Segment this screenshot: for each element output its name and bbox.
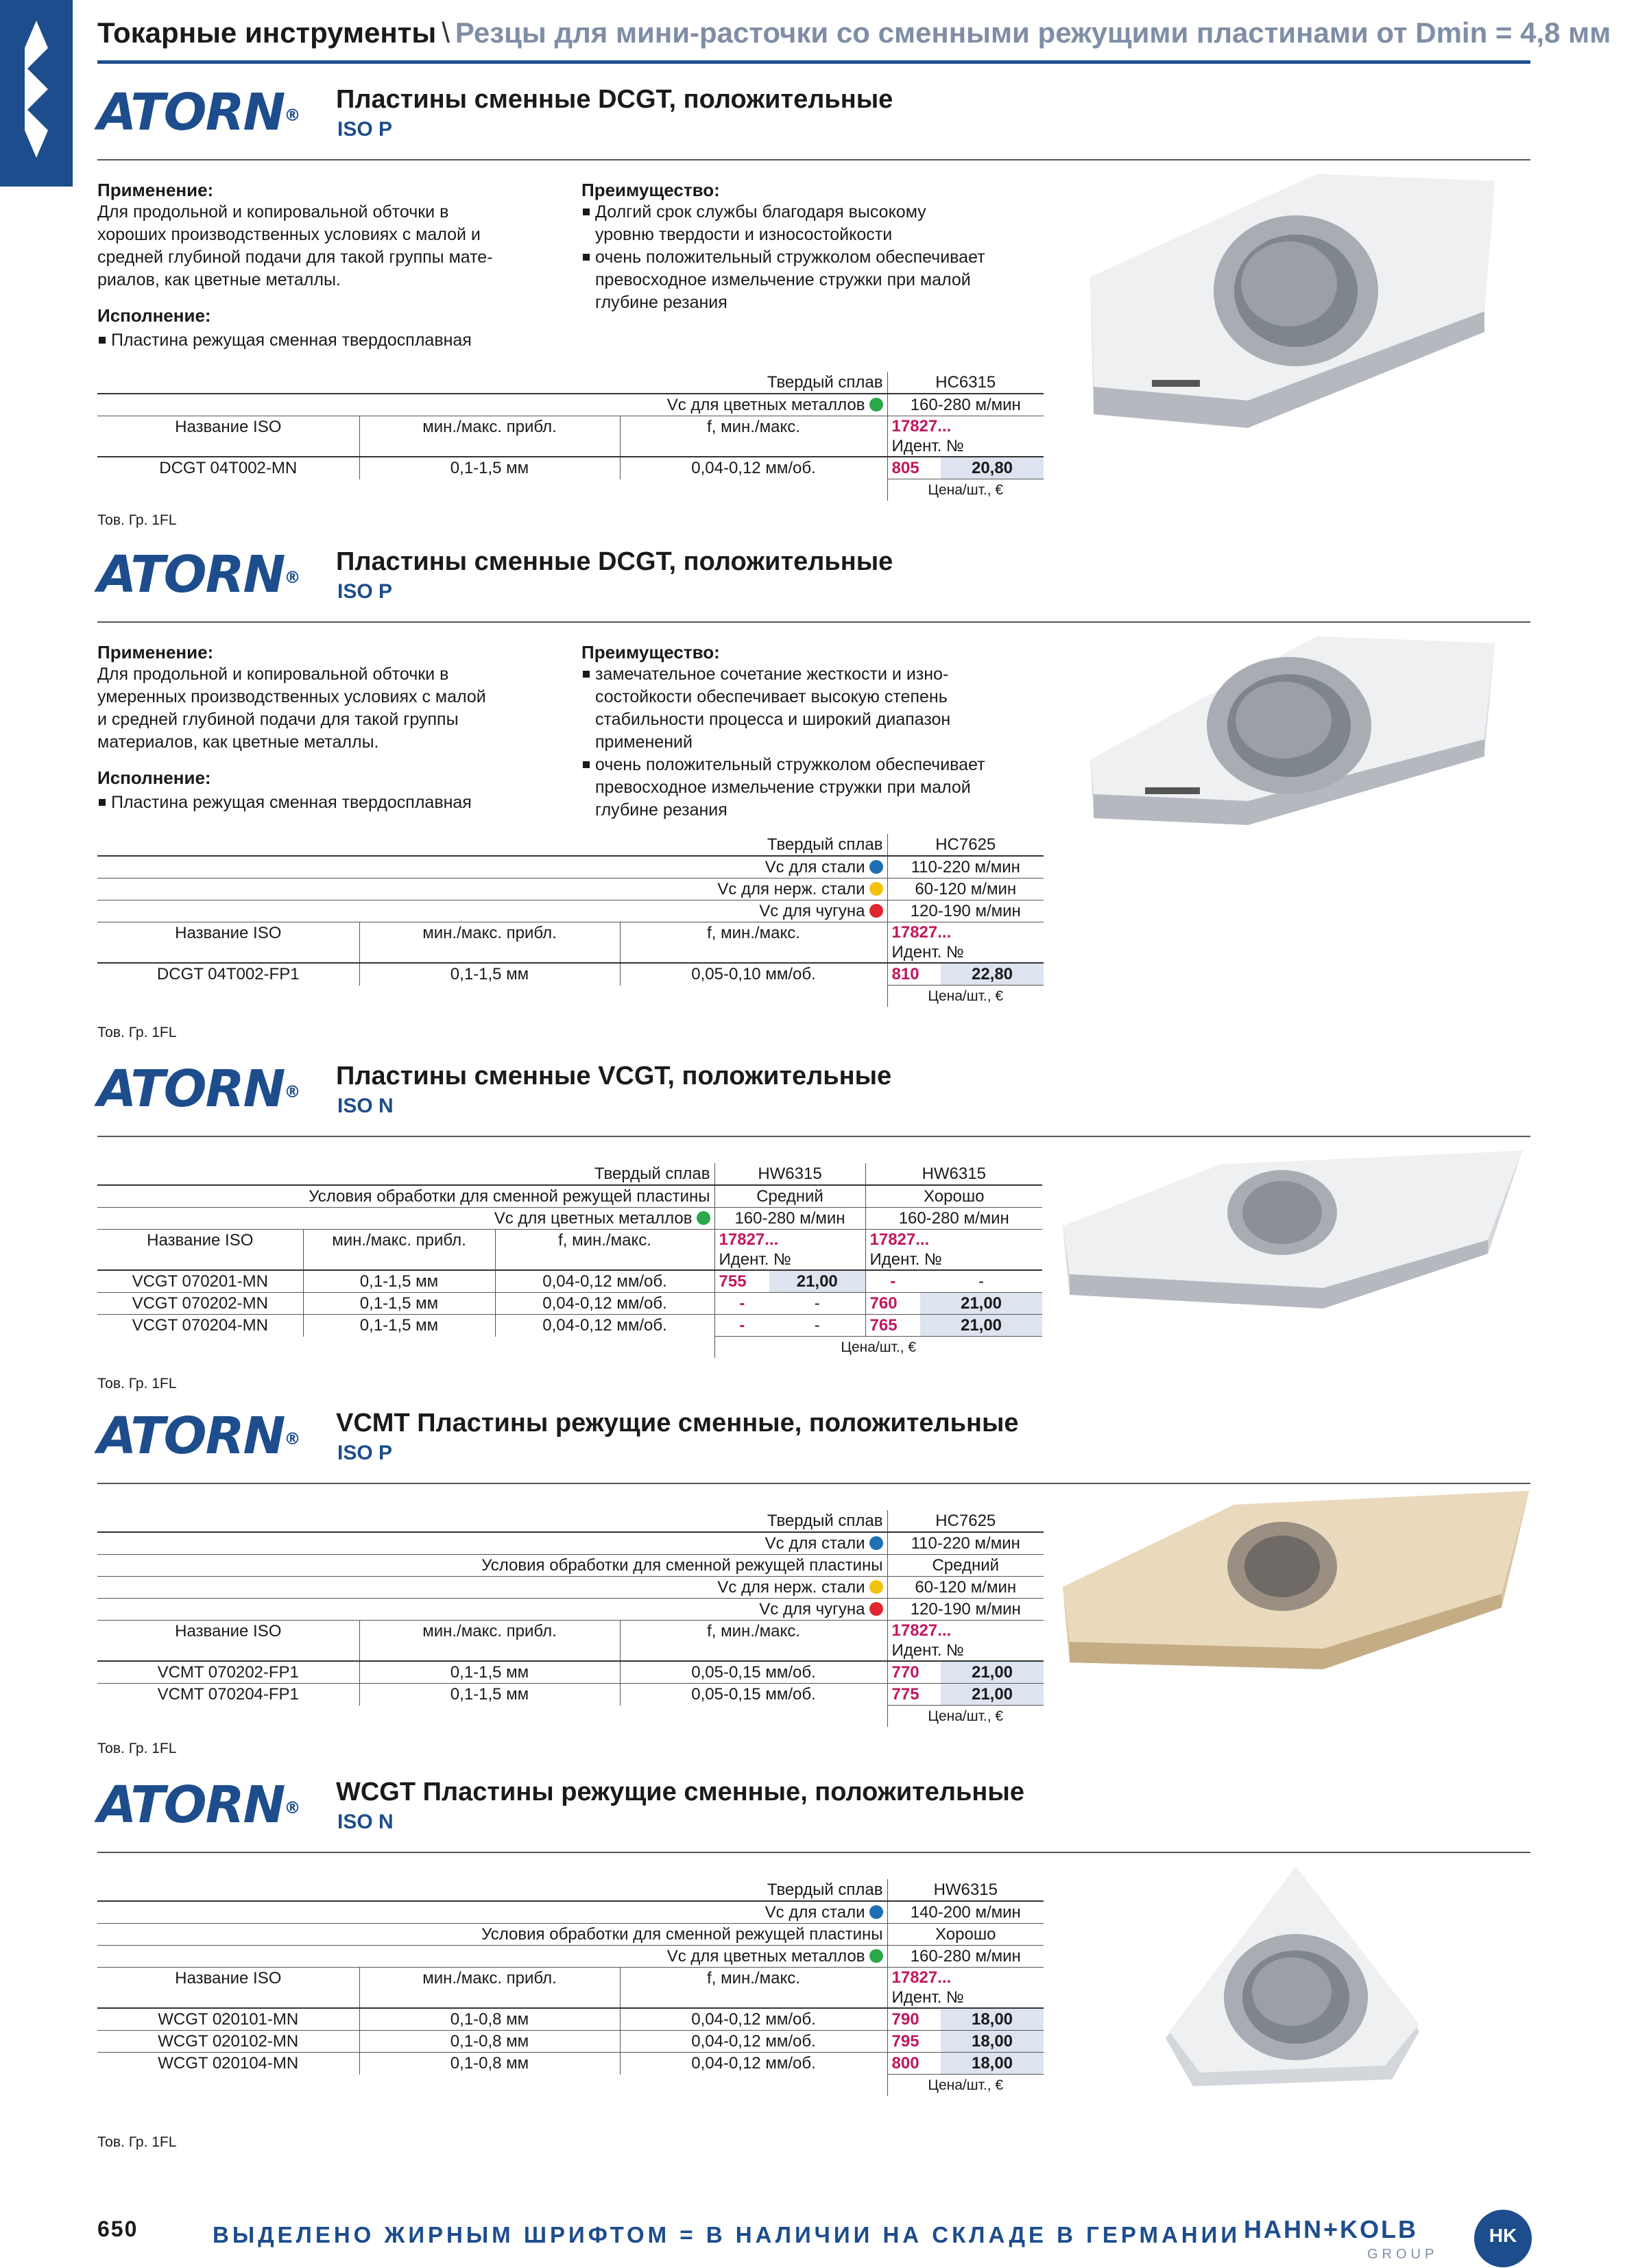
param-label: Vc для чугуна (759, 1600, 865, 1619)
table-row (97, 1293, 1042, 1315)
f-value: 0,04-0,12 мм/об. (495, 1293, 714, 1315)
price-value: 20,80 (941, 457, 1044, 479)
red-dot-icon (869, 904, 883, 918)
atorn-logo (97, 1409, 324, 1464)
param-value: Средний (887, 1555, 1044, 1577)
iso-name: VCGT 070204-MN (97, 1315, 303, 1337)
param-label: Vc для цветных металлов (666, 1947, 865, 1966)
iso-name: DCGT 04T002-FP1 (97, 963, 359, 986)
price-value: 21,00 (941, 1684, 1044, 1706)
iso-name: VCMT 070202-FP1 (97, 1661, 359, 1684)
registered-mark: ® (284, 1798, 300, 1817)
advantage-line: глубине резания (595, 800, 727, 820)
advantage-line: состойкости обеспечивает высокую степень (595, 687, 948, 706)
spec-grade-row (97, 1510, 1044, 1532)
application-block (97, 642, 564, 814)
label-carbide: Твердый сплав (767, 373, 883, 392)
yellow-dot-icon (869, 1580, 883, 1594)
iso-name: WCGT 020102-MN (97, 2031, 359, 2053)
ap-value: 0,1-1,5 мм (303, 1270, 495, 1293)
advantage-line: превосходное измельчение стружки при малой (595, 778, 971, 797)
spec-param-row (97, 1599, 1044, 1621)
spec-param-row (97, 1185, 1042, 1208)
spec-param-row (97, 1924, 1044, 1946)
spec-table (97, 1163, 1042, 1358)
col-f: f, мин./макс. (495, 1230, 714, 1271)
table-row (97, 1315, 1042, 1337)
ap-value: 0,1-1,5 мм (359, 1684, 620, 1706)
param-value: 160-280 м/мин (887, 1946, 1044, 1968)
advantage-item (581, 201, 1075, 246)
param-label: Условия обработки для сменной режущей пластины (97, 1924, 887, 1946)
col-f: f, мин./макс. (620, 416, 887, 457)
col-iso-name: Название ISO (97, 416, 359, 457)
iso-name: VCGT 070201-MN (97, 1270, 303, 1293)
application-line: хороших производственных условиях с малой и (97, 225, 481, 244)
execution-heading: Исполнение: (97, 767, 211, 788)
param-value: 60-120 м/мин (887, 879, 1044, 900)
spec-param-row (97, 394, 1044, 416)
spec-table (97, 1510, 1044, 1727)
price-value: - (769, 1293, 865, 1315)
application-block (97, 180, 564, 352)
product-group: Тов. Гр. 1FL (97, 1741, 177, 1756)
table-row (97, 457, 1044, 479)
grade-value: HC7625 (887, 1510, 1044, 1532)
ident-prefix: 17827... (891, 417, 952, 435)
table-row (97, 963, 1044, 986)
section-iso: ISO N (337, 1095, 394, 1117)
vcmt-insert-image (1063, 1491, 1536, 1710)
col-min-max: мин./макс. прибл. (359, 1621, 620, 1662)
section-iso: ISO P (337, 580, 393, 603)
company-group: GROUP (1367, 2247, 1439, 2262)
ap-value: 0,1-1,5 мм (303, 1315, 495, 1337)
iso-name: VCGT 070202-MN (97, 1293, 303, 1315)
ident-number: 765 (865, 1315, 920, 1337)
green-dot-icon (869, 1949, 883, 1963)
atorn-logo (97, 1062, 324, 1117)
execution-item: Пластина режущая сменная твердосплавная (97, 329, 564, 352)
section-rule (97, 621, 1530, 623)
spec-param-row (97, 1555, 1044, 1577)
f-value: 0,04-0,12 мм/об. (620, 2031, 887, 2053)
price-value: 18,00 (941, 2053, 1044, 2075)
label-carbide: Твердый сплав (594, 1165, 710, 1183)
param-value: 120-190 м/мин (887, 900, 1044, 922)
param-label: Vc для стали (765, 1534, 865, 1553)
advantage-item (581, 246, 1075, 314)
header-separator: \ (442, 16, 450, 49)
f-value: 0,04-0,12 мм/об. (620, 457, 887, 479)
col-min-max: мин./макс. прибл. (359, 1968, 620, 2009)
param-label: Vc для стали (765, 1903, 865, 1922)
advantage-block (581, 642, 1075, 822)
param-value: 160-280 м/мин (887, 394, 1044, 416)
param-value: 160-280 м/мин (865, 1208, 1042, 1230)
logo-text: ATORN (97, 1776, 285, 1835)
ap-value: 0,1-1,5 мм (303, 1293, 495, 1315)
logo-text: ATORN (97, 83, 285, 142)
iso-name: VCMT 070204-FP1 (97, 1684, 359, 1706)
side-tab (0, 0, 73, 187)
ident-number: - (714, 1315, 769, 1337)
vcgt-insert-image (1063, 1151, 1529, 1357)
ident-label: Идент. № (891, 943, 964, 962)
price-value: 18,00 (941, 2031, 1044, 2053)
application-line: Для продольной и копировальной обточки в (97, 202, 449, 222)
drill-icon (21, 21, 52, 158)
product-group: Тов. Гр. 1FL (97, 1025, 177, 1040)
header-category: Токарные инструменты (97, 16, 437, 49)
col-min-max: мин./макс. прибл. (359, 416, 620, 457)
label-carbide: Твердый сплав (767, 835, 883, 854)
blue-dot-icon (869, 1905, 883, 1919)
param-value: 60-120 м/мин (887, 1577, 1044, 1599)
price-label: Цена/шт., € (887, 2075, 1044, 2097)
param-value: 140-200 м/мин (887, 1901, 1044, 1924)
application-line: и средней глубиной подачи для такой группы (97, 710, 459, 729)
section-rule (97, 1483, 1530, 1484)
col-f: f, мин./макс. (620, 922, 887, 964)
dcgt-insert-image (1090, 636, 1502, 842)
spec-param-row (97, 1901, 1044, 1924)
section-title: Пластины сменные VCGT, положительные (336, 1062, 892, 1090)
hahn-kolb-logo (1244, 2210, 1532, 2265)
green-dot-icon (869, 398, 883, 411)
application-line: материалов, как цветные металлы. (97, 732, 379, 752)
param-label: Vc для чугуна (759, 902, 865, 920)
section-rule (97, 159, 1530, 160)
section-rule (97, 1136, 1530, 1137)
yellow-dot-icon (869, 882, 883, 896)
price-value: 21,00 (769, 1270, 865, 1293)
price-label: Цена/шт., € (714, 1337, 1042, 1359)
ap-value: 0,1-1,5 мм (359, 1661, 620, 1684)
application-line: умеренных производственных условиях с малой (97, 687, 486, 706)
advantage-line: Долгий срок службы благодаря высокому (595, 202, 926, 222)
param-label: Vc для цветных металлов (494, 1209, 693, 1228)
ident-prefix: 17827... (891, 1621, 952, 1640)
iso-name: WCGT 020104-MN (97, 2053, 359, 2075)
param-value: Хорошо (887, 1924, 1044, 1946)
col-f: f, мин./макс. (620, 1621, 887, 1662)
f-value: 0,04-0,12 мм/об. (620, 2008, 887, 2031)
section-title: VCMT Пластины режущие сменные, положительные (336, 1409, 1019, 1437)
col-f: f, мин./макс. (620, 1968, 887, 2009)
advantage-line: стабильности процесса и широкий диапазон (595, 710, 951, 729)
hk-badge-icon (1474, 2210, 1532, 2267)
price-value: 21,00 (920, 1293, 1042, 1315)
ident-number: 800 (887, 2053, 941, 2075)
param-value: Хорошо (865, 1185, 1042, 1208)
ident-label: Идент. № (891, 1988, 964, 2007)
section-title: Пластины сменные DCGT, положительные (336, 547, 893, 576)
param-value: 110-220 м/мин (887, 1532, 1044, 1555)
spec-header-row (97, 1621, 1044, 1662)
advantage-line: превосходное измельчение стружки при малой (595, 270, 971, 289)
ident-number: 755 (714, 1270, 769, 1293)
ident-number: 760 (865, 1293, 920, 1315)
spec-header-row (97, 416, 1044, 457)
section-iso: ISO P (337, 118, 393, 141)
spec-table (97, 372, 1044, 501)
registered-mark: ® (284, 1429, 300, 1448)
registered-mark: ® (284, 106, 300, 125)
ident-label: Идент. № (869, 1250, 942, 1269)
grade-value: HW6315 (714, 1163, 865, 1185)
spec-param-row (97, 1532, 1044, 1555)
application-line: средней глубиной подачи для такой группы мате- (97, 248, 493, 267)
col-min-max: мин./макс. прибл. (359, 922, 620, 964)
ap-value: 0,1-0,8 мм (359, 2053, 620, 2075)
f-value: 0,04-0,12 мм/об. (620, 2053, 887, 2075)
registered-mark: ® (284, 568, 300, 587)
ident-prefix: 17827... (891, 1968, 952, 1987)
application-heading: Применение: (97, 642, 214, 663)
advantage-line: глубине резания (595, 293, 727, 312)
param-value: 110-220 м/мин (887, 856, 1044, 879)
ident-prefix: 17827... (869, 1230, 930, 1249)
ident-number: - (865, 1270, 920, 1293)
header-rule (97, 60, 1530, 64)
label-carbide: Твердый сплав (767, 1881, 883, 1899)
ident-prefix: 17827... (891, 923, 952, 942)
advantage-item (581, 754, 1075, 822)
table-row (97, 1270, 1042, 1293)
param-label: Условия обработки для сменной режущей пластины (97, 1185, 714, 1208)
spec-grade-row (97, 834, 1044, 856)
grade-value: HW6315 (887, 1879, 1044, 1901)
param-value: 160-280 м/мин (714, 1208, 865, 1230)
ident-label: Идент. № (891, 437, 964, 455)
section-iso: ISO P (337, 1442, 393, 1464)
dcgt-insert-image (1090, 174, 1502, 462)
price-label-row (97, 1706, 1044, 1728)
hk-badge-text: HK (1489, 2225, 1517, 2246)
iso-name: DCGT 04T002-MN (97, 457, 359, 479)
price-label: Цена/шт., € (887, 1706, 1044, 1728)
spec-param-row (97, 1946, 1044, 1968)
ident-number: 810 (887, 963, 941, 986)
spec-param-row (97, 879, 1044, 900)
advantage-line: очень положительный стружколом обеспечивает (595, 248, 985, 267)
price-value: - (920, 1270, 1042, 1293)
page-header (97, 16, 1611, 49)
param-label: Vc для нерж. стали (717, 880, 865, 898)
advantage-item (581, 663, 1075, 754)
col-iso-name: Название ISO (97, 922, 359, 964)
registered-mark: ® (284, 1082, 300, 1101)
col-iso-name: Название ISO (97, 1968, 359, 2009)
ident-number: 790 (887, 2008, 941, 2031)
application-line: риалов, как цветные металлы. (97, 270, 341, 289)
f-value: 0,05-0,15 мм/об. (620, 1661, 887, 1684)
product-group: Тов. Гр. 1FL (97, 2134, 177, 2150)
param-label: Условия обработки для сменной режущей пластины (97, 1555, 887, 1577)
price-value: 22,80 (941, 963, 1044, 986)
param-label: Vc для нерж. стали (717, 1578, 865, 1597)
price-value: 18,00 (941, 2008, 1044, 2031)
col-min-max: мин./макс. прибл. (303, 1230, 495, 1271)
spec-param-row (97, 900, 1044, 922)
price-label-row (97, 986, 1044, 1007)
atorn-logo (97, 85, 324, 140)
table-row (97, 1661, 1044, 1684)
table-row (97, 2031, 1044, 2053)
spec-grade-row (97, 1163, 1042, 1185)
spec-header-row (97, 922, 1044, 964)
grade-value: HW6315 (865, 1163, 1042, 1185)
price-label: Цена/шт., € (887, 479, 1044, 501)
f-value: 0,04-0,12 мм/об. (495, 1270, 714, 1293)
application-line: Для продольной и копировальной обточки в (97, 665, 449, 684)
ident-number: - (714, 1293, 769, 1315)
col-iso-name: Название ISO (97, 1230, 303, 1271)
label-carbide: Твердый сплав (767, 1512, 883, 1530)
company-name: HAHN+KOLB (1244, 2215, 1419, 2243)
price-value: 21,00 (920, 1315, 1042, 1337)
ident-number: 775 (887, 1684, 941, 1706)
iso-name: WCGT 020101-MN (97, 2008, 359, 2031)
blue-dot-icon (869, 1536, 883, 1550)
advantage-block (581, 180, 1075, 314)
product-group: Тов. Гр. 1FL (97, 1376, 177, 1392)
blue-dot-icon (869, 860, 883, 874)
ap-value: 0,1-1,5 мм (359, 457, 620, 479)
param-value: Средний (714, 1185, 865, 1208)
spec-param-row (97, 1577, 1044, 1599)
ident-prefix: 17827... (719, 1230, 779, 1249)
price-label-row (97, 479, 1044, 501)
grade-value: HC6315 (887, 372, 1044, 394)
section-iso: ISO N (337, 1811, 394, 1833)
section-title: WCGT Пластины режущие сменные, положительные (336, 1778, 1024, 1806)
section-title: Пластины сменные DCGT, положительные (336, 85, 893, 114)
section-rule (97, 1852, 1530, 1853)
spec-param-row (97, 856, 1044, 879)
spec-param-row (97, 1208, 1042, 1230)
price-value: 21,00 (941, 1661, 1044, 1684)
stock-note: ВЫДЕЛЕНО ЖИРНЫМ ШРИФТОМ = В НАЛИЧИИ НА СКЛАДЕ В ГЕРМАНИИ (213, 2222, 1241, 2247)
atorn-logo (97, 1778, 324, 1833)
ident-number: 795 (887, 2031, 941, 2053)
spec-header-row (97, 1968, 1044, 2009)
logo-text: ATORN (97, 545, 285, 604)
logo-text: ATORN (97, 1407, 285, 1466)
spec-grade-row (97, 372, 1044, 394)
table-row (97, 1684, 1044, 1706)
spec-grade-row (97, 1879, 1044, 1901)
ap-value: 0,1-0,8 мм (359, 2031, 620, 2053)
f-value: 0,05-0,15 мм/об. (620, 1684, 887, 1706)
ident-number: 805 (887, 457, 941, 479)
spec-header-row (97, 1230, 1042, 1271)
price-label: Цена/шт., € (887, 986, 1044, 1007)
ident-label: Идент. № (719, 1250, 791, 1269)
param-label: Vc для стали (765, 858, 865, 876)
ap-value: 0,1-0,8 мм (359, 2008, 620, 2031)
price-label-row (97, 1337, 1042, 1359)
spec-table (97, 834, 1044, 1007)
atorn-logo (97, 547, 324, 602)
advantage-heading: Преимущество: (581, 180, 720, 200)
f-value: 0,05-0,10 мм/об. (620, 963, 887, 986)
param-value: 120-190 м/мин (887, 1599, 1044, 1621)
wcgt-insert-image (1166, 1867, 1426, 2100)
price-label-row (97, 2075, 1044, 2097)
execution-heading: Исполнение: (97, 305, 211, 326)
f-value: 0,04-0,12 мм/об. (495, 1315, 714, 1337)
col-iso-name: Название ISO (97, 1621, 359, 1662)
ap-value: 0,1-1,5 мм (359, 963, 620, 986)
logo-text: ATORN (97, 1060, 285, 1119)
page-number: 650 (97, 2217, 139, 2241)
header-subcategory: Резцы для мини-расточки со сменными режущими пластинами от Dmin = 4,8 мм (455, 16, 1611, 49)
ident-number: 770 (887, 1661, 941, 1684)
product-group: Тов. Гр. 1FL (97, 512, 177, 528)
table-row (97, 2008, 1044, 2031)
grade-value: HC7625 (887, 834, 1044, 856)
advantage-heading: Преимущество: (581, 642, 720, 663)
application-heading: Применение: (97, 180, 214, 200)
table-row (97, 2053, 1044, 2075)
green-dot-icon (697, 1211, 710, 1225)
ident-label: Идент. № (891, 1641, 964, 1660)
advantage-line: уровню твердости и износостойкости (595, 225, 893, 244)
red-dot-icon (869, 1602, 883, 1616)
advantage-line: применений (595, 732, 693, 752)
price-value: - (769, 1315, 865, 1337)
advantage-line: замечательное сочетание жесткости и изно- (595, 665, 949, 684)
execution-item: Пластина режущая сменная твердосплавная (97, 791, 564, 814)
advantage-line: очень положительный стружколом обеспечивает (595, 755, 985, 774)
param-label: Vc для цветных металлов (666, 396, 865, 414)
spec-table (97, 1879, 1044, 2096)
